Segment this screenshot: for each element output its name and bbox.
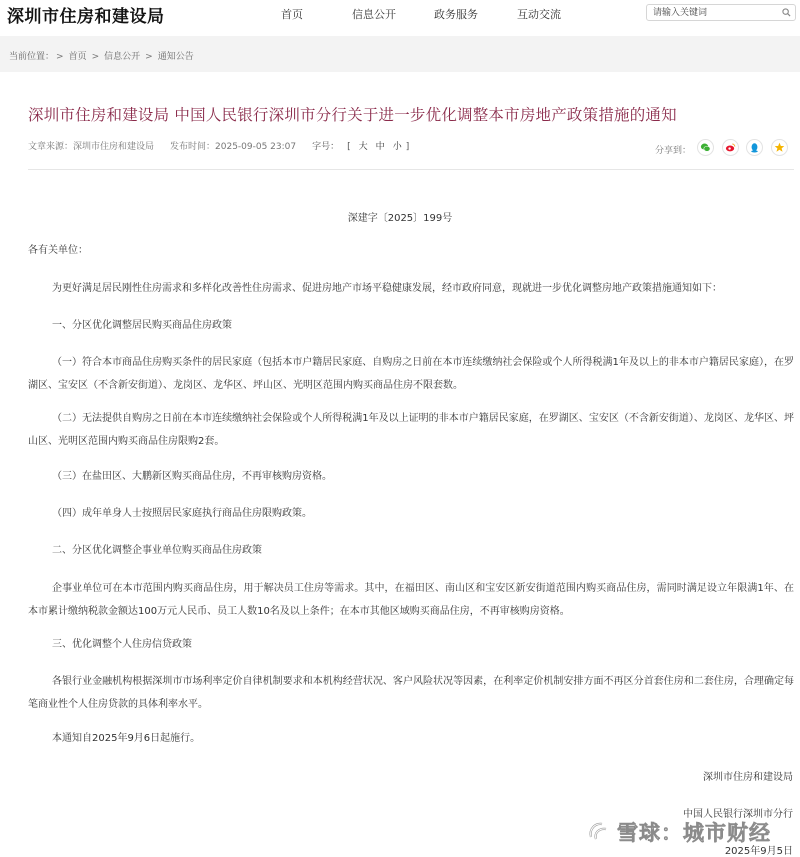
document-number: 深建字〔2025〕199号 <box>347 213 453 224</box>
share-weibo-button[interactable] <box>722 139 739 156</box>
breadcrumb-item-info-disclosure[interactable]: 信息公开 <box>104 52 141 62</box>
breadcrumb-bar <box>0 36 800 72</box>
intro-paragraph: 为更好满足居民刚性住房需求和多样化改善性住房需求、促进房地产市场平稳健康发展，经市政府同意，现就进一步优化调整房地产政策措施通知如下： <box>52 283 722 294</box>
site-title[interactable]: 深圳市住房和建设局 <box>7 7 165 27</box>
breadcrumb <box>9 49 194 62</box>
font-size-bracket-open: [ <box>347 142 351 152</box>
section-heading: 一、分区优化调整居民购买商品住房政策 <box>52 320 232 331</box>
font-size-control <box>312 142 409 152</box>
font-size-large[interactable]: 大 <box>358 142 368 152</box>
policy-paragraph: （二）无法提供自购房之日前在本市连续缴纳社会保险或个人所得税满1年及以上证明的非本市户籍居民家庭，在罗湖区、宝安区（不含新安街道）、龙岗区、龙华区、坪山区、光明区范围内购买商品住房限购2套。 <box>28 413 794 447</box>
site-header <box>0 0 800 28</box>
article-source: 文章来源：深圳市住房和建设局 <box>28 142 155 152</box>
breadcrumb-separator: > <box>145 52 153 62</box>
xueqiu-logo-icon <box>585 817 613 845</box>
policy-paragraph: （三）在盐田区、大鹏新区购买商品住房，不再审核购房资格。 <box>52 471 332 482</box>
font-size-small[interactable]: 小 <box>392 142 402 152</box>
breadcrumb-separator: > <box>91 52 100 62</box>
nav-item-gov-services[interactable]: 政务服务 <box>434 8 478 21</box>
policy-paragraph: （四）成年单身人士按照居民家庭执行商品住房限购政策。 <box>52 508 312 519</box>
font-size-label: 字号： <box>312 142 340 152</box>
article-meta <box>28 139 409 152</box>
title-divider <box>28 169 794 170</box>
policy-paragraph: 各银行业金融机构根据深圳市市场利率定价自律机制要求和本机构经营状况、客户风险状况等因素，在利率定价机制安排方面不再区分首套住房和二套住房，合理确定每笔商业性个人住房贷款的具体利率水平。 <box>28 676 794 710</box>
article-publish-time: 发布时间：2025-09-05 23:07 <box>170 142 297 152</box>
article-title: 深圳市住房和建设局 中国人民银行深圳市分行关于进一步优化调整本市房地产政策措施的通知 <box>28 106 677 124</box>
qq-icon <box>749 142 760 153</box>
share-wechat-button[interactable] <box>697 139 714 156</box>
wechat-icon <box>700 142 711 153</box>
signature-housing-bureau: 深圳市住房和建设局 <box>703 772 793 783</box>
share-qq-button[interactable] <box>746 139 763 156</box>
signature-pboc-shenzhen: 中国人民银行深圳市分行 <box>683 809 793 820</box>
salutation: 各有关单位： <box>28 245 88 256</box>
breadcrumb-item-home[interactable]: 首页 <box>68 52 87 62</box>
section-heading: 三、优化调整个人住房信贷政策 <box>52 639 192 650</box>
font-size-medium[interactable]: 中 <box>375 142 385 152</box>
policy-paragraph: 企事业单位可在本市范围内购买商品住房，用于解决员工住房等需求。其中，在福田区、南山区和宝安区新安街道范围内购买商品住房，需同时满足设立年限满1年、在本市累计缴纳税款金额达100万元人民币、员工人数10名及以上条件；在本市其他区域购买商品住房，不再审核购房资格。 <box>28 583 794 617</box>
section-heading: 二、分区优化调整企事业单位购买商品住房政策 <box>52 545 262 556</box>
weibo-icon <box>725 142 736 153</box>
policy-paragraph: （一）符合本市商品住房购买条件的居民家庭（包括本市户籍居民家庭、自购房之日前在本市连续缴纳社会保险或个人所得税满1年及以上的非本市户籍居民家庭），在罗湖区、宝安区（不含新安街道）、龙岗区、龙华区、坪山区、光明区范围内购买商品住房不限套数。 <box>28 357 794 391</box>
font-size-bracket-close: ] <box>405 142 410 152</box>
nav-item-home[interactable]: 首页 <box>281 8 303 21</box>
search-box <box>646 4 796 21</box>
watermark-text: 雪球：城市财经 <box>617 821 771 845</box>
breadcrumb-prefix: 当前位置： <box>9 52 55 62</box>
search-input[interactable] <box>653 6 779 19</box>
search-icon[interactable] <box>782 8 791 17</box>
share-label: 分享到： <box>655 146 692 156</box>
nav-item-info-disclosure[interactable]: 信息公开 <box>352 8 396 21</box>
qzone-star-icon <box>774 142 785 153</box>
breadcrumb-item-notices[interactable]: 通知公告 <box>157 52 194 62</box>
signature-date: 2025年9月5日 <box>724 846 793 857</box>
effective-date-paragraph: 本通知自2025年9月6日起施行。 <box>52 733 201 744</box>
nav-item-interaction[interactable]: 互动交流 <box>517 8 561 21</box>
breadcrumb-separator: > <box>56 52 64 62</box>
share-qzone-button[interactable] <box>771 139 788 156</box>
